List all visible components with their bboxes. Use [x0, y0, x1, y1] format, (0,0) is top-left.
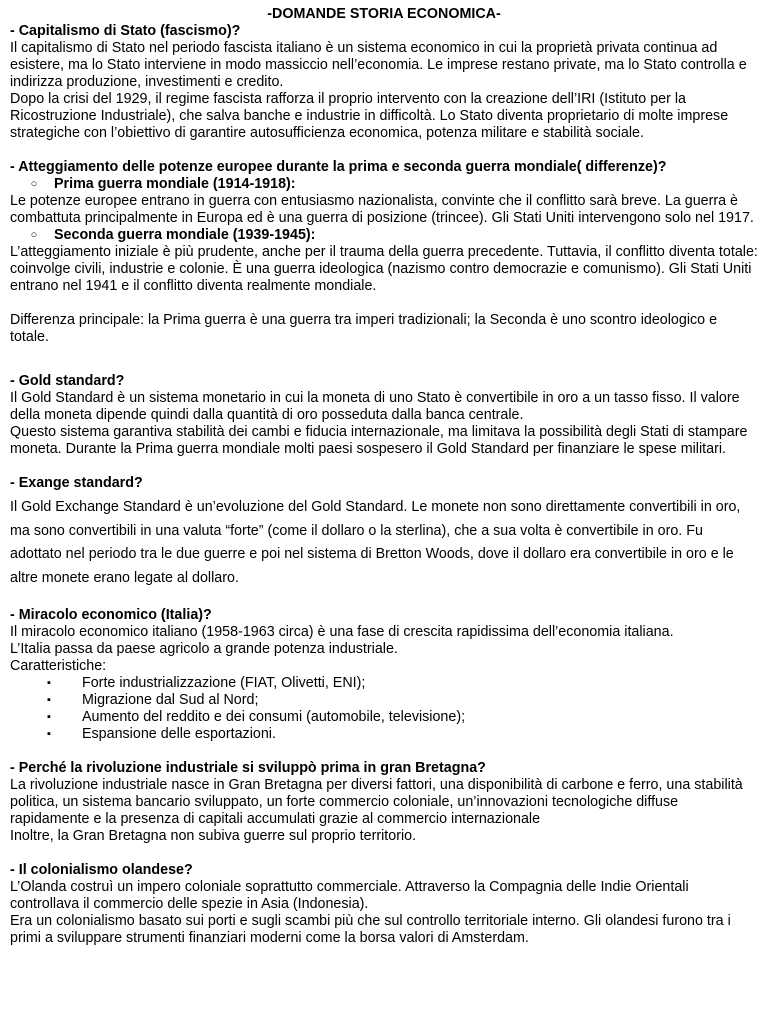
question-heading: - Il colonialismo olandese? [10, 862, 193, 878]
list-item-text: Forte industrializzazione (FIAT, Olivetti, ENI); [82, 675, 366, 691]
paragraph: L’Italia passa da paese agricolo a grande potenza industriale. [10, 641, 398, 657]
paragraph: Era un colonialismo basato sui porti e sugli scambi più che sul controllo territoriale interno. Gli olandesi furono tra i primi a sviluppare strumenti finanziari moderni come la borsa valori di Amsterdam. [10, 913, 731, 946]
paragraph: L’atteggiamento iniziale è più prudente, anche per il trauma della guerra precedente. Tuttavia, il conflitto diventa totale: coinvolge civili, industrie e colonie. È una guerra ideologica (nazismo contro democrazie e comunismo). Gli Stati Uniti entrano nel 1941 e il conflitto diventa realmente mondiale. [10, 244, 758, 294]
document-title: -DOMANDE STORIA ECONOMICA- [267, 6, 501, 22]
paragraph: Il miracolo economico italiano (1958-1963 circa) è una fase di crescita rapidissima dell’economia italiana. [10, 624, 674, 640]
section-colonialismo-olandese [10, 862, 758, 947]
paragraph: Differenza principale: la Prima guerra è una guerra tra imperi tradizionali; la Seconda è uno scontro ideologico e totale. [10, 312, 718, 345]
paragraph: Dopo la crisi del 1929, il regime fascista rafforza il proprio intervento con la creazione dell’IRI (Istituto per la Ricostruzione Industriale), che salva banche e industrie in difficoltà. Lo Stato diventa proprietario di molte imprese strategiche con l’obiettivo di garantire autosufficienza economica, potenza militare e stabilità sociale. [10, 91, 729, 141]
paragraph: Il capitalismo di Stato nel periodo fascista italiano è un sistema economico in cui la proprietà privata continua ad esistere, ma lo Stato interviene in modo massiccio nell’economia. Le imprese restano private, ma lo Stato controlla e indirizza produzione, investimenti e credito. [10, 40, 747, 90]
section-rivoluzione-industriale [10, 760, 758, 845]
list-item [10, 675, 758, 692]
list-item-text: Espansione delle esportazioni. [82, 726, 276, 742]
list-item [10, 709, 758, 726]
circle-bullet-icon: ○ [30, 178, 38, 190]
list-item [10, 692, 758, 709]
question-heading: - Gold standard? [10, 373, 125, 389]
paragraph: Il Gold Exchange Standard è un’evoluzione del Gold Standard. Le monete non sono direttamente convertibili in oro, ma sono convertibili in una valuta “forte” (come il dollaro o la sterlina), che a sua volta è convertibile in oro. Fu adottato nel periodo tra le due guerre e poi nel sistema di Bretton Woods, dove il dollaro era convertibile in oro e le altre monete erano legate al dollaro. [10, 499, 741, 586]
question-heading: - Atteggiamento delle potenze europee durante la prima e seconda guerra mondiale( differenze)? [10, 159, 667, 175]
square-bullet-icon: ▪ [47, 711, 51, 723]
paragraph: Questo sistema garantiva stabilità dei cambi e fiducia internazionale, ma limitava la possibilità degli Stati di stampare moneta. Durante la Prima guerra mondiale molti paesi sospesero il Gold Standard per finanziare le spese militari. [10, 424, 748, 457]
square-bullet-icon: ▪ [47, 728, 51, 740]
features-label: Caratteristiche: [10, 658, 107, 674]
subheading-seconda-guerra [10, 227, 758, 244]
section-guerre-mondiali [10, 159, 758, 346]
features-list [10, 675, 758, 743]
section-miracolo-economico [10, 607, 758, 743]
section-gold-standard [10, 373, 758, 458]
subheading-label: Prima guerra mondiale (1914-1918): [54, 176, 296, 192]
section-capitalismo [10, 23, 758, 142]
paragraph: L’Olanda costruì un impero coloniale soprattutto commerciale. Attraverso la Compagnia delle Indie Orientali controllava il commercio delle spezie in Asia (Indonesia). [10, 879, 689, 912]
subheading-prima-guerra [10, 176, 758, 193]
list-item [10, 726, 758, 743]
paragraph: Inoltre, la Gran Bretagna non subiva guerre sul proprio territorio. [10, 828, 417, 844]
question-heading: - Exange standard? [10, 475, 143, 491]
square-bullet-icon: ▪ [47, 694, 51, 706]
list-item-text: Aumento del reddito e dei consumi (automobile, televisione); [82, 709, 466, 725]
paragraph: Le potenze europee entrano in guerra con entusiasmo nazionalista, convinte che il conflitto sarà breve. La guerra è combattuta principalmente in Europa ed è una guerra di posizione (trincee). Gli Stati Uniti intervengono solo nel 1917. [10, 193, 754, 226]
section-exchange-standard [10, 475, 758, 590]
question-heading: - Perché la rivoluzione industriale si sviluppò prima in gran Bretagna? [10, 760, 486, 776]
paragraph: La rivoluzione industriale nasce in Gran Bretagna per diversi fattori, una disponibilità di carbone e ferro, una stabilità politica, un sistema bancario sviluppato, un forte commercio coloniale, un’innovazioni tecnologiche diffuse rapidamente e la presenza di capitali accumulati grazie al commercio internazionale [10, 777, 743, 827]
paragraph: Il Gold Standard è un sistema monetario in cui la moneta di uno Stato è convertibile in oro a un tasso fisso. Il valore della moneta dipende quindi dalla quantità di oro posseduta dalla banca centrale. [10, 390, 740, 423]
question-heading: - Capitalismo di Stato (fascismo)? [10, 23, 241, 39]
list-item-text: Migrazione dal Sud al Nord; [82, 692, 259, 708]
circle-bullet-icon: ○ [30, 229, 38, 241]
square-bullet-icon: ▪ [47, 677, 51, 689]
subheading-label: Seconda guerra mondiale (1939-1945): [54, 227, 316, 243]
question-heading: - Miracolo economico (Italia)? [10, 607, 212, 623]
